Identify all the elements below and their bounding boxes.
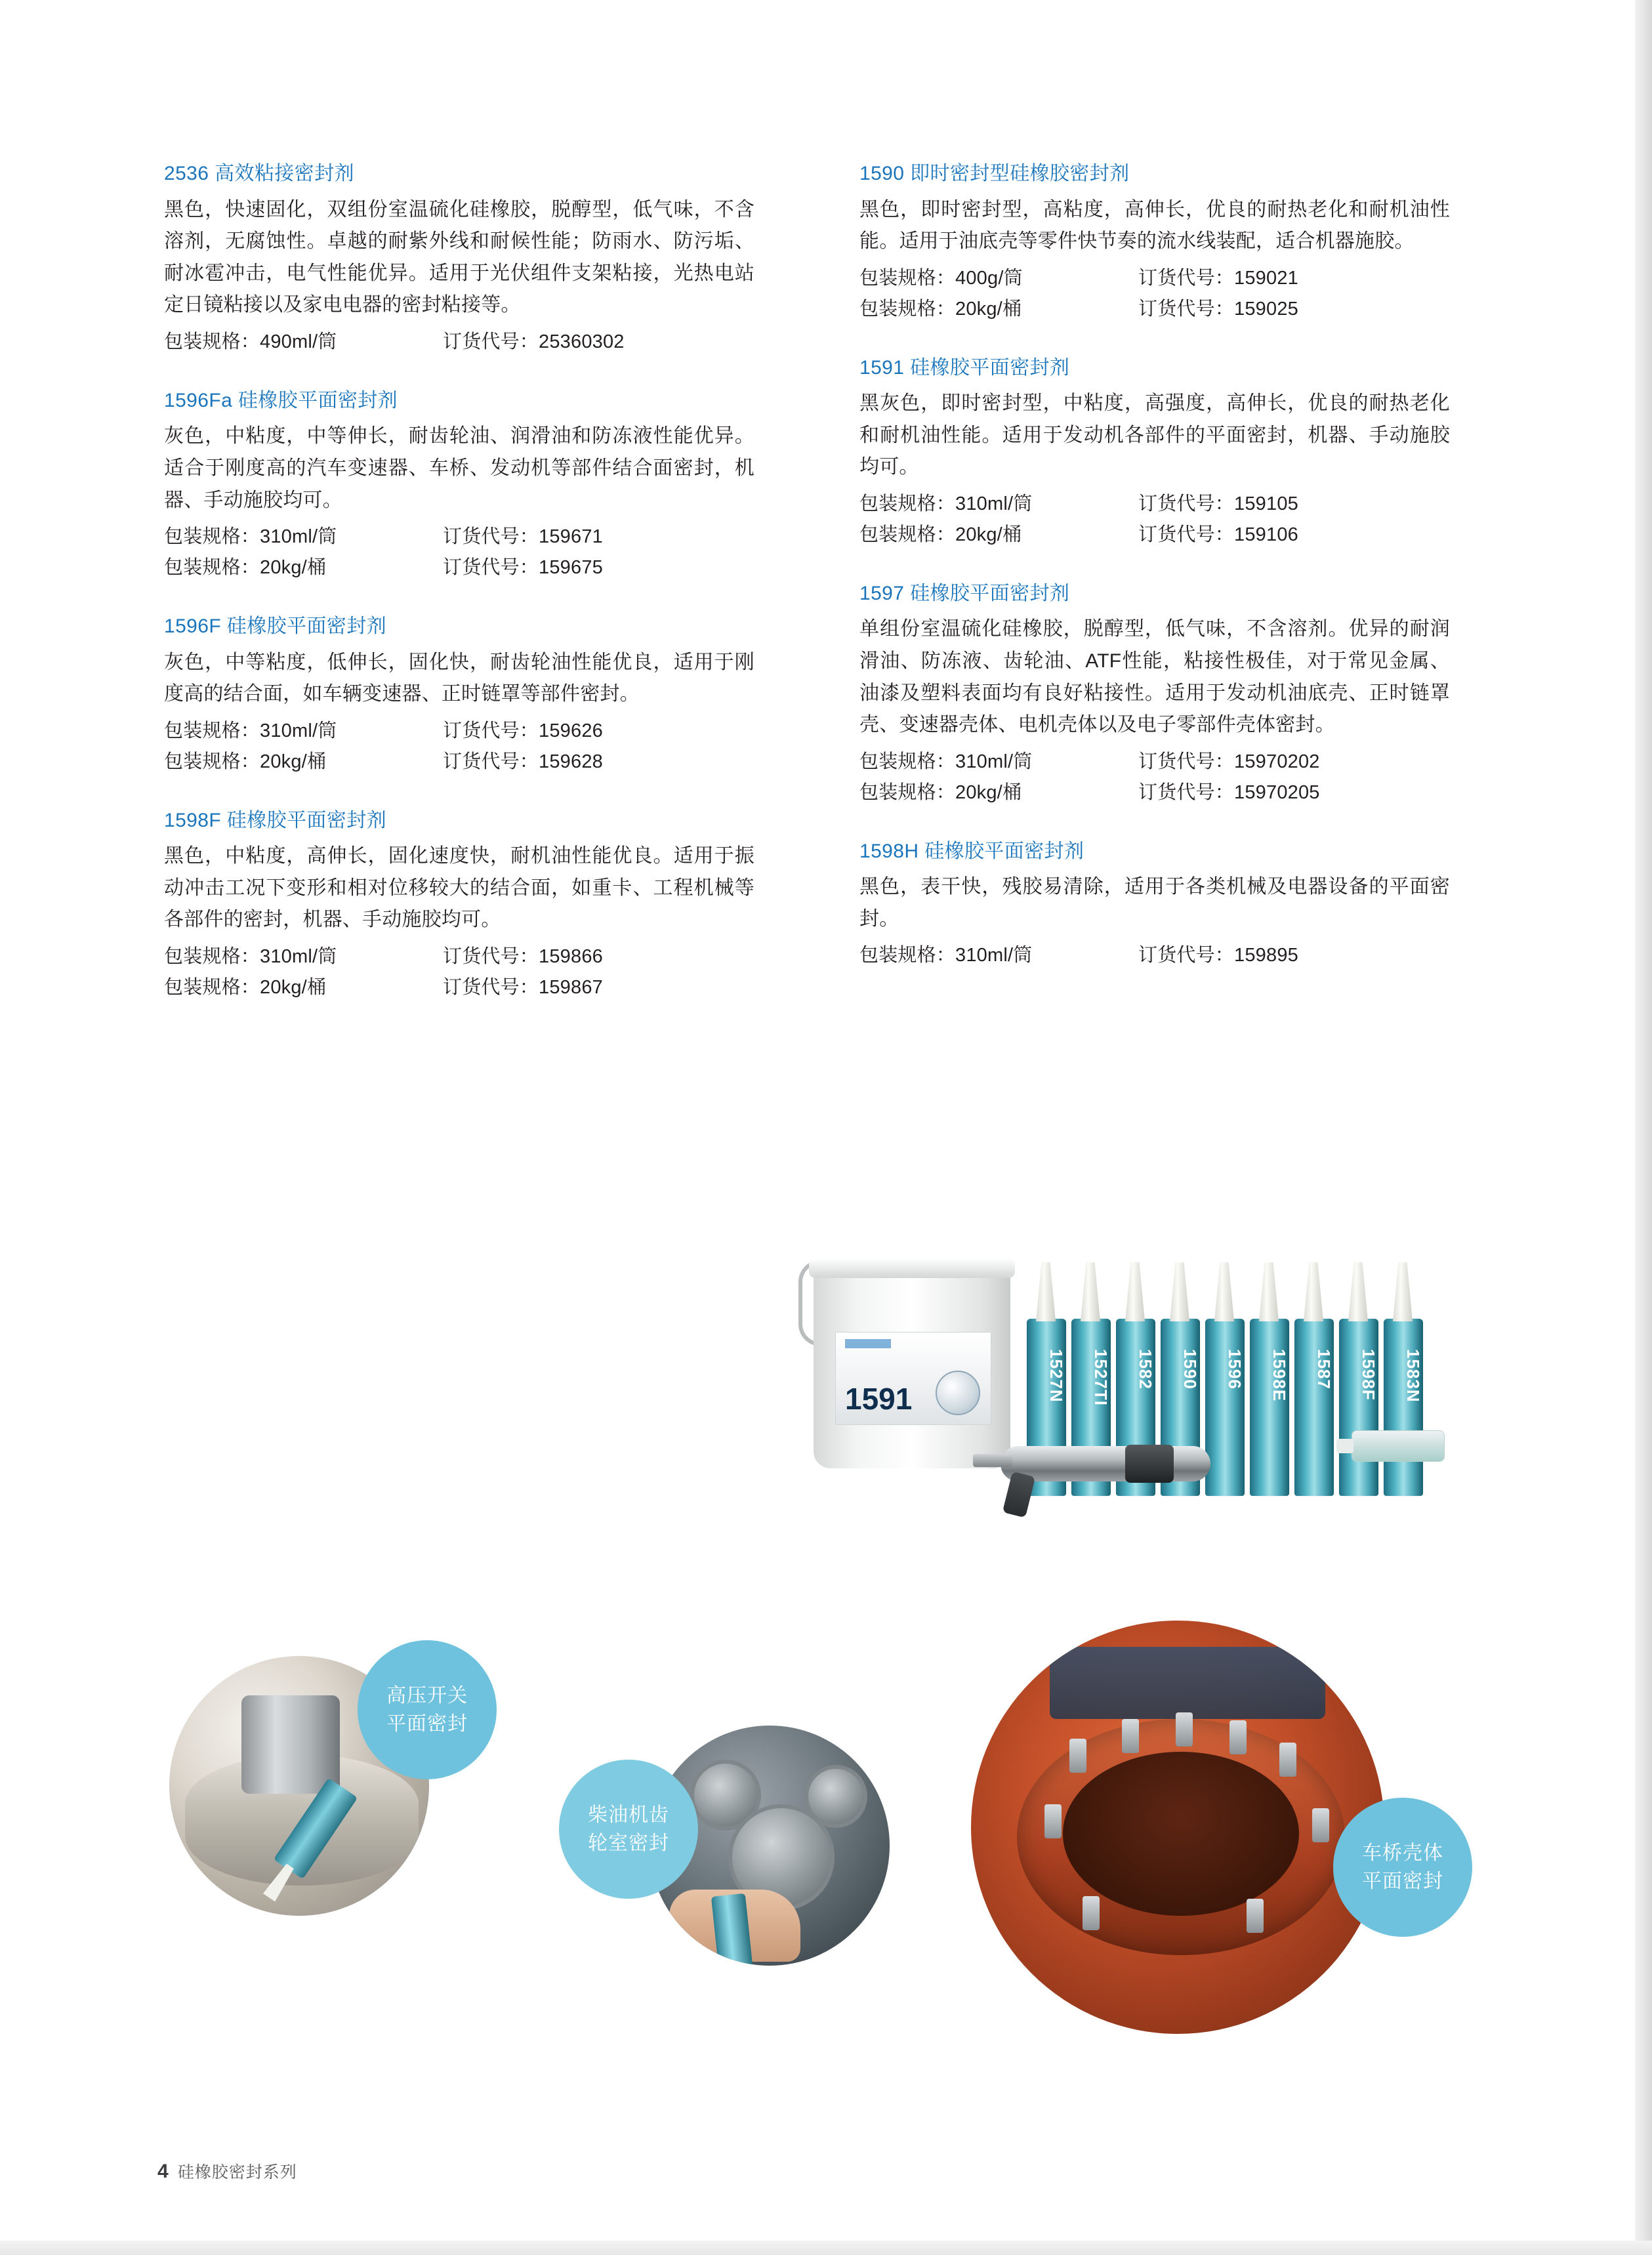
spec-row xyxy=(164,327,754,358)
product-title: 1591 硅橡胶平面密封剂 xyxy=(859,356,1070,379)
tube-label: 1527N xyxy=(1046,1349,1066,1403)
caption-line-2: 平面密封 xyxy=(386,1713,468,1735)
order-code: 订货代号：15970205 xyxy=(1138,781,1320,803)
order-code: 订货代号：159867 xyxy=(443,976,603,998)
product-entry xyxy=(859,838,1450,972)
product-description: 黑灰色，即时密封型，中粘度，高强度，高伸长，优良的耐热老化和耐机油性能。适用于发动机各部件的平面密封，机器、手动施胶均可。 xyxy=(859,392,1450,478)
order-code: 订货代号：159021 xyxy=(1138,267,1298,289)
product-entry xyxy=(164,388,754,583)
switch-cylinder xyxy=(241,1695,340,1794)
footer-section-title: 硅橡胶密封系列 xyxy=(177,2163,297,2182)
page-footer xyxy=(157,2159,297,2183)
caption-bubble-diesel-gear-chamber xyxy=(559,1760,698,1899)
cartridge-tube xyxy=(1294,1319,1334,1496)
package-spec: 包装规格：310ml/筒 xyxy=(859,751,1033,772)
bucket-label xyxy=(835,1332,991,1425)
product-description: 黑色，即时密封型，高粘度，高伸长，优良的耐热老化和耐机油性能。适用于油底壳等零件快节奏的流水线装配，适合机器施胶。 xyxy=(859,198,1450,253)
spec-row xyxy=(164,747,754,777)
nozzle-icon xyxy=(1304,1262,1323,1321)
package-spec: 包装规格：20kg/桶 xyxy=(164,751,327,772)
nozzle-icon xyxy=(1036,1262,1056,1321)
cartridge-tube xyxy=(1250,1319,1289,1496)
package-spec: 包装规格：20kg/桶 xyxy=(164,557,327,579)
spec-row xyxy=(859,489,1450,520)
package-spec: 包装规格：310ml/筒 xyxy=(859,493,1033,514)
package-spec: 包装规格：310ml/筒 xyxy=(164,526,337,548)
spec-row xyxy=(164,716,754,747)
package-spec: 包装规格：20kg/桶 xyxy=(164,976,327,998)
bolt xyxy=(1312,1808,1329,1842)
package-spec: 包装规格：310ml/筒 xyxy=(859,945,1033,966)
order-code: 订货代号：159866 xyxy=(443,945,603,967)
caption-bubble-high-voltage-switch xyxy=(358,1640,497,1779)
product-entry xyxy=(164,808,754,1003)
package-spec: 包装规格：20kg/桶 xyxy=(859,524,1022,545)
order-code: 订货代号：159628 xyxy=(443,751,603,772)
spec-row xyxy=(859,263,1450,294)
package-spec: 包装规格：310ml/筒 xyxy=(164,720,337,741)
bucket-lid xyxy=(809,1258,1015,1278)
brand-logo xyxy=(845,1339,891,1348)
product-title: 1598H 硅橡胶平面密封剂 xyxy=(859,840,1084,862)
product-entry xyxy=(859,355,1450,550)
tube-label: 1596 xyxy=(1225,1349,1245,1390)
nozzle-icon xyxy=(1125,1262,1145,1321)
nozzle-icon xyxy=(1214,1262,1234,1321)
caption-bubble-axle-housing xyxy=(1333,1798,1472,1937)
caption-line-1: 高压开关 xyxy=(386,1684,468,1707)
order-code: 订货代号：159895 xyxy=(1138,945,1298,966)
gun-handle xyxy=(1002,1472,1035,1518)
tube-label: 1527TI xyxy=(1091,1349,1111,1406)
package-spec: 包装规格：20kg/桶 xyxy=(859,298,1022,320)
product-title: 1596Fa 硅橡胶平面密封剂 xyxy=(164,389,398,411)
product-description: 灰色，中粘度，中等伸长，耐齿轮油、润滑油和防冻液性能优异。适合于刚度高的汽车变速器、车桥、发动机等部件结合面密封，机器、手动施胶均可。 xyxy=(164,425,754,511)
bolt xyxy=(1229,1720,1247,1754)
squeeze-tube xyxy=(1352,1430,1445,1462)
tube-label: 1598F xyxy=(1359,1349,1378,1401)
bolt xyxy=(1044,1804,1062,1838)
bolt xyxy=(1069,1739,1086,1773)
cartridge-tube xyxy=(1339,1319,1378,1496)
page-edge-bottom xyxy=(0,2241,1652,2255)
gun-grip xyxy=(1125,1445,1174,1483)
nozzle-icon xyxy=(1259,1262,1279,1321)
product-title: 1598F 硅橡胶平面密封剂 xyxy=(164,809,386,831)
caulking-gun xyxy=(961,1430,1237,1509)
caption-line-1: 柴油机齿 xyxy=(588,1804,669,1826)
nozzle-icon xyxy=(1393,1262,1413,1321)
product-title: 1596F 硅橡胶平面密封剂 xyxy=(164,615,386,638)
package-spec: 包装规格：490ml/筒 xyxy=(164,331,337,352)
gun-tip xyxy=(973,1454,1012,1467)
spec-row xyxy=(164,552,754,583)
page-edge-right xyxy=(1635,0,1652,2255)
product-description: 灰色，中等粘度，低伸长，固化快，耐齿轮油性能优良，适用于刚度高的结合面，如车辆变速器、正时链罩等部件密封。 xyxy=(164,651,754,705)
order-code: 订货代号：15970202 xyxy=(1138,751,1320,772)
page-number: 4 xyxy=(157,2161,169,2182)
tube-label: 1582 xyxy=(1136,1349,1155,1390)
bolt xyxy=(1176,1712,1193,1747)
spec-row xyxy=(164,941,754,972)
product-lineup-photo xyxy=(764,1233,1493,1575)
bolt xyxy=(1122,1719,1139,1753)
spec-row xyxy=(859,940,1450,971)
nozzle-icon xyxy=(1348,1262,1368,1321)
order-code: 订货代号：159671 xyxy=(443,526,603,548)
bolt xyxy=(1279,1743,1296,1777)
spec-row xyxy=(859,520,1450,550)
bolt xyxy=(1247,1899,1264,1933)
nozzle-icon xyxy=(1170,1262,1189,1321)
quality-seal-icon xyxy=(936,1371,980,1415)
order-code: 订货代号：25360302 xyxy=(443,331,625,352)
product-entry xyxy=(859,161,1450,325)
caption-line-2: 轮室密封 xyxy=(588,1832,669,1854)
product-title: 1590 即时密封型硅橡胶密封剂 xyxy=(859,163,1130,184)
caption-line-1: 车桥壳体 xyxy=(1362,1842,1443,1864)
bolt xyxy=(1083,1896,1100,1930)
order-code: 订货代号：159675 xyxy=(443,557,603,579)
order-code: 订货代号：159106 xyxy=(1138,524,1298,545)
product-description: 黑色，中粘度，高伸长，固化速度快，耐机油性能优良。适用于振动冲击工况下变形和相对位移较大的结合面，如重卡、工程机械等各部件的密封，机器、手动施胶均可。 xyxy=(164,845,754,931)
nozzle-icon xyxy=(1081,1262,1100,1321)
left-column xyxy=(164,161,754,1033)
order-code: 订货代号：159105 xyxy=(1138,493,1298,514)
background-machinery xyxy=(1050,1647,1325,1719)
caption-line-2: 平面密封 xyxy=(1362,1871,1443,1892)
product-description: 黑色，快速固化，双组份室温硫化硅橡胶，脱醇型，低气味，不含溶剂，无腐蚀性。卓越的耐紫外线和耐候性能；防雨水、防污垢、耐冰雹冲击，电气性能优异。适用于光伏组件支架粘接，光热电站定日镜粘接以及家电电器的密封粘接等。 xyxy=(164,198,754,316)
product-description: 黑色，表干快，残胶易清除，适用于各类机械及电器设备的平面密封。 xyxy=(859,876,1450,930)
cartridge-tube xyxy=(1384,1319,1423,1496)
tube-label: 1583N xyxy=(1403,1349,1423,1403)
tube-label: 1590 xyxy=(1180,1349,1200,1390)
order-code: 订货代号：159626 xyxy=(443,720,603,741)
product-entry xyxy=(164,161,754,358)
spec-row xyxy=(164,522,754,552)
product-entry xyxy=(859,581,1450,808)
spec-row xyxy=(859,294,1450,325)
product-title: 1597 硅橡胶平面密封剂 xyxy=(859,582,1070,604)
package-spec: 包装规格：400g/筒 xyxy=(859,267,1023,289)
tube-label: 1598E xyxy=(1270,1349,1289,1402)
axle-housing-opening xyxy=(1063,1752,1299,1916)
application-photo-axle-housing xyxy=(971,1621,1384,2034)
right-column xyxy=(859,161,1450,1001)
order-code: 订货代号：159025 xyxy=(1138,298,1298,320)
package-spec: 包装规格：310ml/筒 xyxy=(164,945,337,967)
spec-row xyxy=(859,777,1450,808)
product-description: 单组份室温硫化硅橡胶，脱醇型，低气味，不含溶剂。优异的耐润滑油、防冻液、齿轮油、ATF性能，粘接性极佳，对于常见金属、油漆及塑料表面均有良好粘接性。适用于发动机油底壳、正时链罩壳、变速器壳体、电机壳体以及电子零部件壳体密封。 xyxy=(859,618,1450,736)
spec-row xyxy=(859,747,1450,777)
tube-label: 1587 xyxy=(1314,1349,1334,1390)
package-spec: 包装规格：20kg/桶 xyxy=(859,781,1022,803)
product-entry xyxy=(164,613,754,777)
spec-row xyxy=(164,972,754,1003)
product-title: 2536 高效粘接密封剂 xyxy=(164,163,354,184)
bucket-product-number: 1591 xyxy=(845,1382,913,1416)
